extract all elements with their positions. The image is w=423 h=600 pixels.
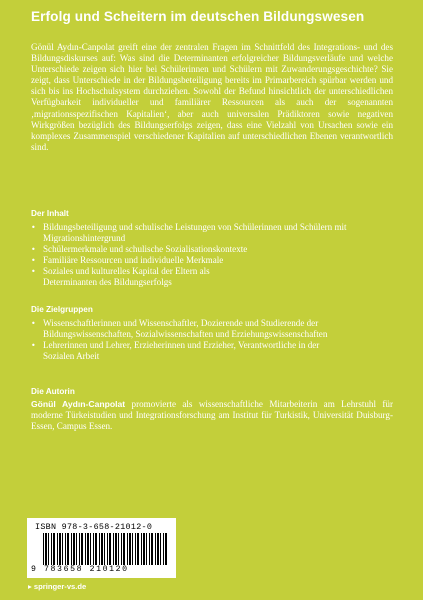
author-name: Gönül Aydın-Canpolat: [31, 399, 126, 409]
publisher-website[interactable]: ▸ springer-vs.de: [28, 582, 87, 591]
list-item: • Schülermerkmale und schulische Sozialisationskontexte: [31, 244, 248, 255]
section-heading-zielgruppen: Die Zielgruppen: [31, 305, 93, 314]
bullet-icon: •: [31, 341, 36, 351]
list-item: • Lehrerinnen und Lehrer, Erzieherinnen und Erzieher, Verantwortliche in der Sozialen Arbeit: [31, 340, 320, 362]
zielgruppen-list: [31, 318, 393, 362]
list-item: • Wissenschaftlerinnen und Wissenschaftler, Dozierende und Studierende der Bildungswissenschaften, Sozialwissenschaften und Erziehungswissenschaften: [31, 318, 328, 340]
barcode-box: [27, 518, 176, 578]
book-title: Erfolg und Scheitern im deutschen Bildungswesen: [31, 9, 365, 24]
bullet-icon: •: [31, 267, 36, 277]
isbn-label: ISBN 978-3-658-21012-0: [35, 522, 153, 532]
bullet-icon: •: [31, 223, 36, 232]
intro-paragraph: Gönül Aydın-Canpolat greift eine der zentralen Fragen im Schnittfeld des Integrations- und des Bildungsdiskurses auf: Was sind die Determinanten erfolgreicher Bildungsverläufe und welche Unterschiede zeigen sich hier bei Schülerinnen und Schülern mit Zuwanderungsgeschichte? Sie zeigt, dass Unterschiede in der Bildungsbeteiligung bereits im Primarbereich spürbar werden und sich bis ins Hochschulsystem durchziehen. Sowohl der Befund hinsichtlich der unterschiedlichen Verfügbarkeit individueller und familiärer Ressourcen als auch der sogenannten ‚migrationsspezifischen Kapitalien‘, aber auch universalen Prädiktoren sowie negativen Wirkgrößen bezüglich des Bildungserfolgs zeigen, dass eine Vielzahl von Ursachen sowie ein komplexes Zusammenspiel verschiedener Kapitalien auf unterschiedlichen Ebenen verantwortlich sind.: [31, 42, 393, 152]
barcode-digits: 9 783658 210120: [31, 565, 129, 574]
barcode-bars: [43, 533, 169, 565]
inhalt-list: [31, 222, 393, 289]
section-heading-inhalt: Der Inhalt: [31, 209, 69, 218]
bullet-icon: •: [31, 319, 36, 328]
section-heading-autorin: Die Autorin: [31, 387, 75, 396]
list-item: • Familiäre Ressourcen und individuelle Merkmale: [31, 255, 224, 266]
list-item: • Soziales und kulturelles Kapital der Eltern als Determinanten des Bildungserfolgs: [31, 266, 210, 288]
author-bio: promovierte als wissenschaftliche Mitarbeiterin am Lehrstuhl für moderne Türkeistudien und Integrationsforschung am Institut für Turkistik, Universität Duisburg-Essen, Campus Essen.: [31, 399, 393, 432]
list-item: • Bildungsbeteiligung und schulische Leistungen von Schülerinnen und Schülern mit Migrationshintergrund: [31, 222, 347, 244]
bullet-icon: •: [31, 245, 36, 255]
bullet-icon: •: [31, 256, 36, 266]
author-paragraph: [31, 399, 393, 432]
